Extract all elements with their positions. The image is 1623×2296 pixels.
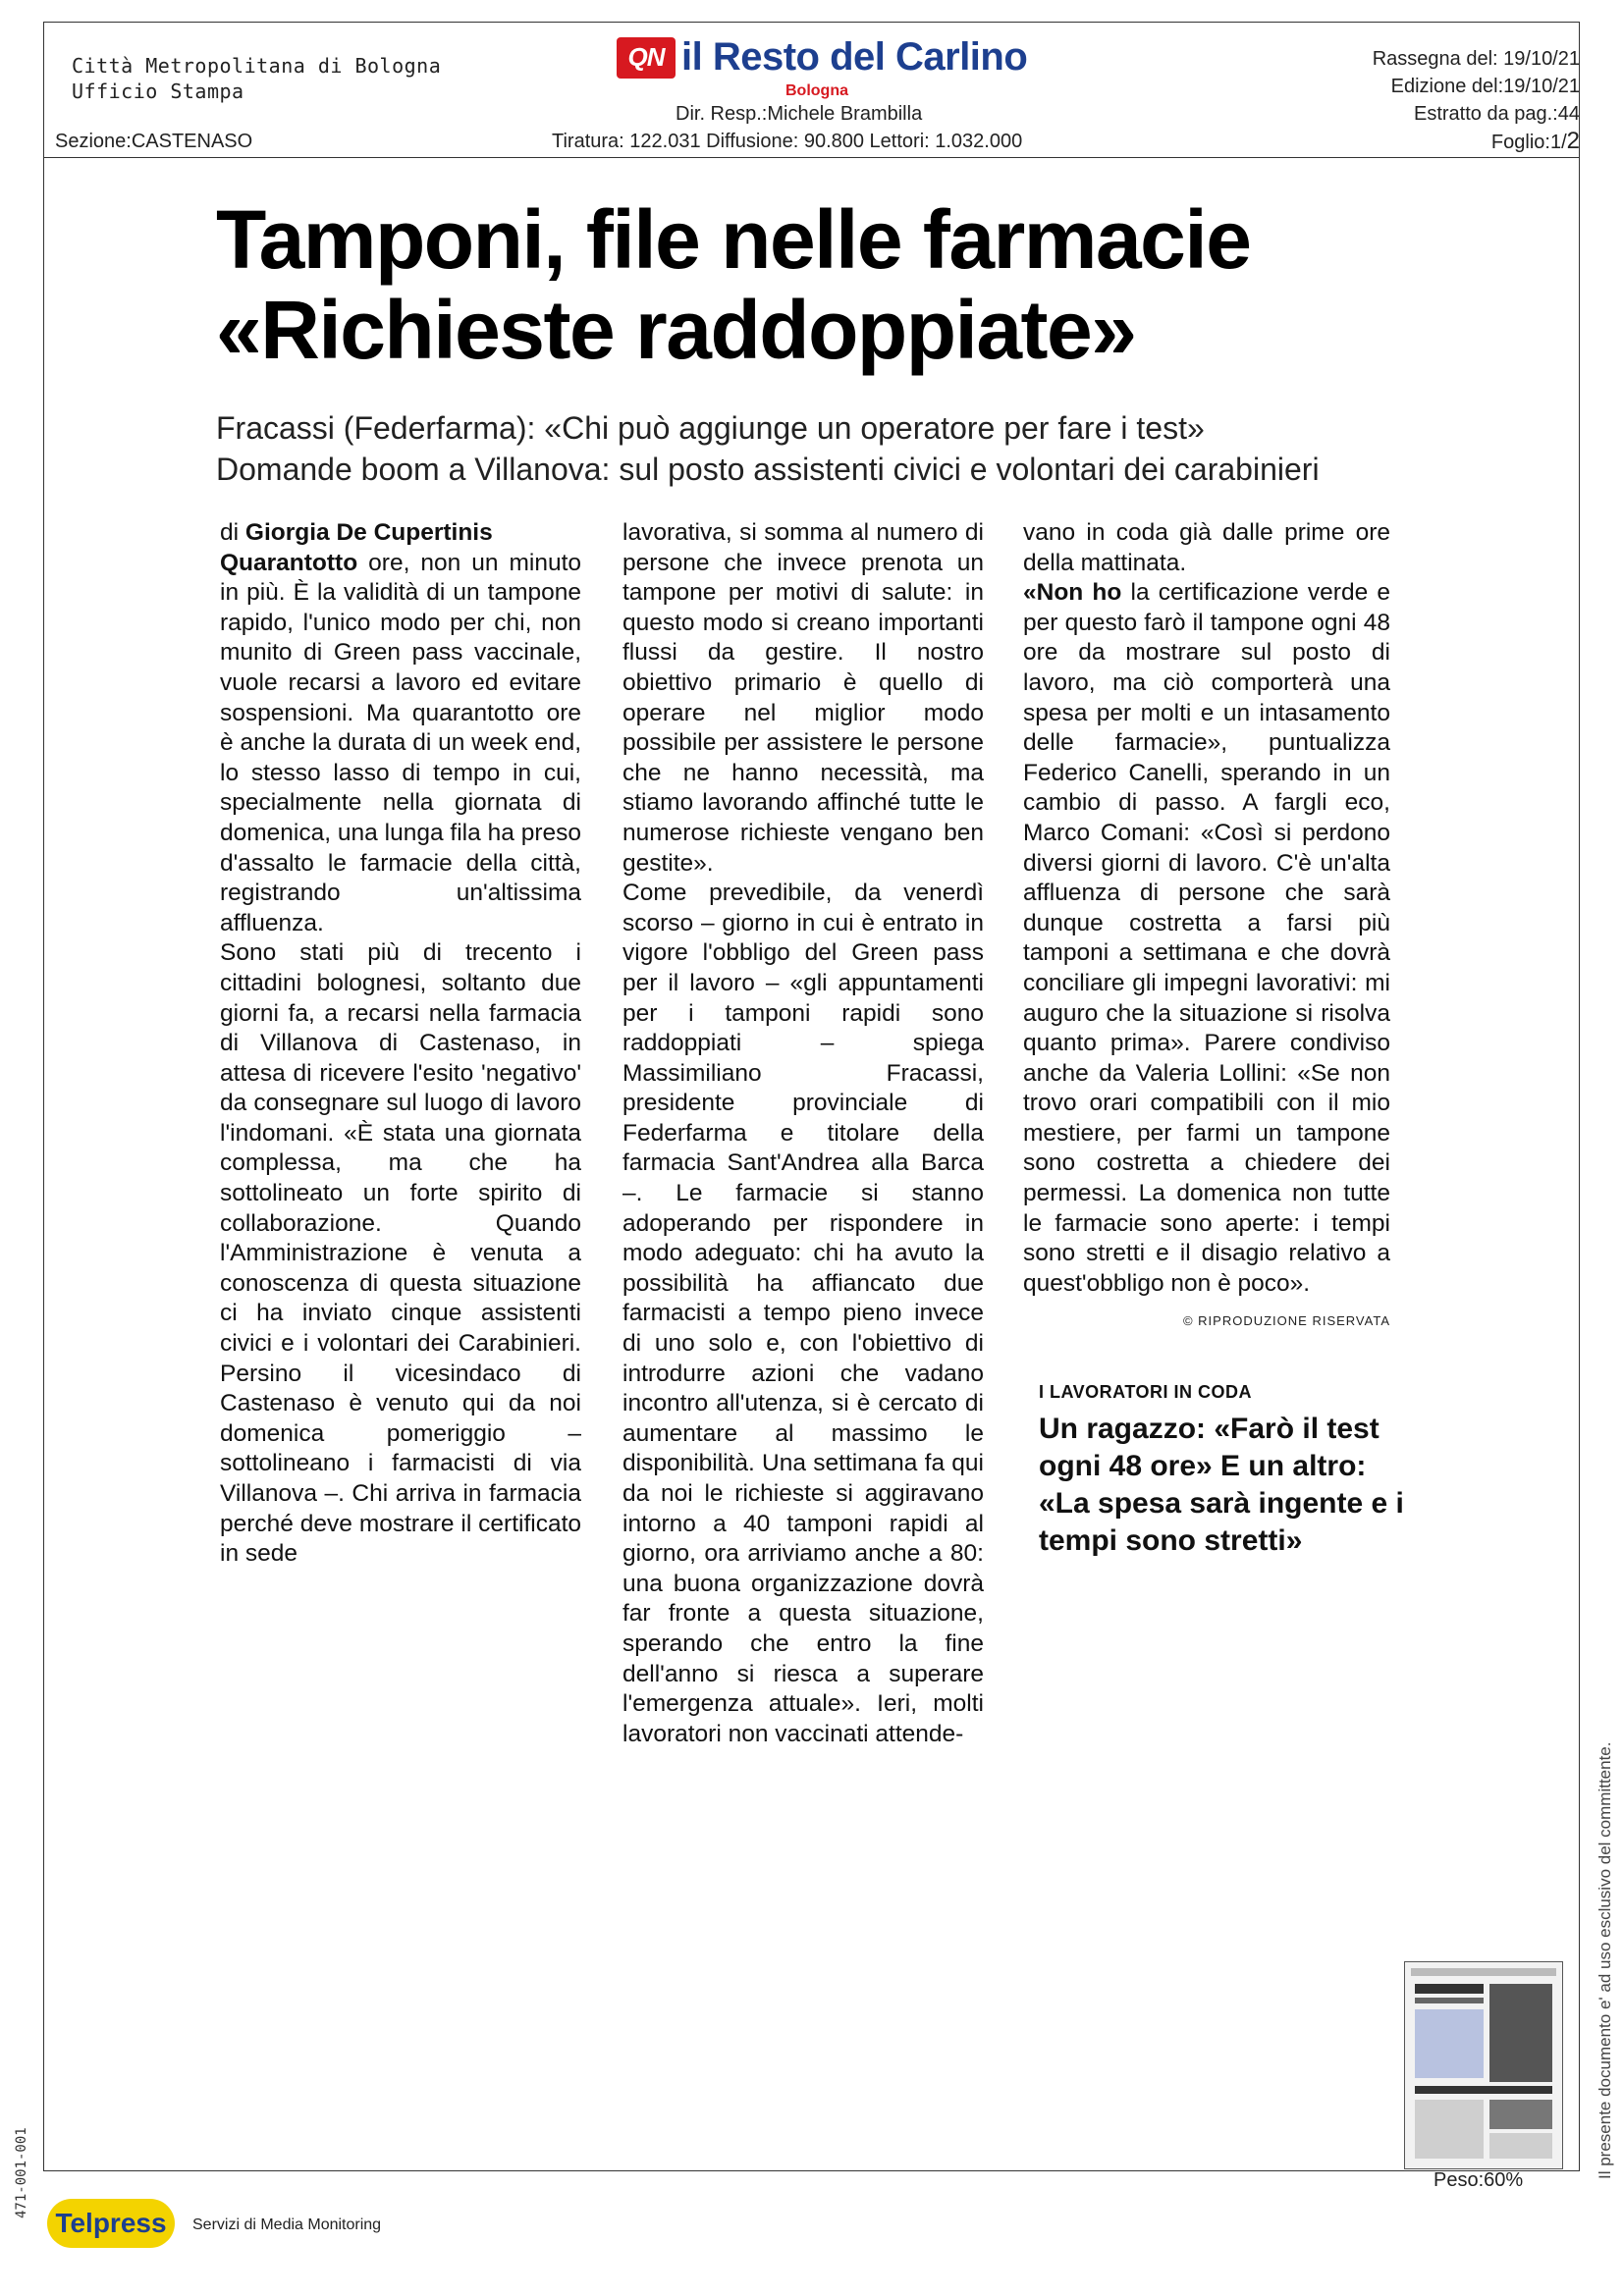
sheet-total: 2 [1566,128,1580,154]
subtitle-line-2: Domande boom a Villanova: sul posto assistenti civici e volontari dei carabinieri [216,452,1320,487]
article-title [216,194,1434,375]
thumbnail-image [1405,1962,1562,2168]
newspaper-logo [617,35,1027,80]
article-subtitle [216,407,1434,490]
circulation-line: Tiratura: 122.031 Diffusione: 90.800 Lettori: 1.032.000 [552,131,1023,152]
paragraph: lavorativa, si somma al numero di persone che invece prenota un tampone per motivi di salute: in questo modo si creano importanti flussi da gestire. Il nostro obiettivo primario è quello di operare nel miglior modo possibile per assistere le persone che ne hanno necessità, ma stiamo lavorando affinché tutte le numerose richieste vengano ben gestite». [622,519,984,877]
article-column-3 [1023,518,1390,1337]
newspaper-edition: Bologna [785,82,848,99]
ente-name: Città Metropolitana di Bologna [72,54,442,78]
director-line: Dir. Resp.:Michele Brambilla [676,103,923,125]
page-extract: Estratto da pag.:44 [1413,103,1580,125]
telpress-logo [47,2199,175,2248]
title-line-1: Tamponi, file nelle farmacie [216,193,1251,286]
usage-note [1596,1688,1615,2179]
rassegna-date: Rassegna del: 19/10/21 [1372,48,1580,70]
article-column-1 [220,518,581,1570]
subtitle-line-1: Fracassi (Federfarma): «Chi può aggiunge un operatore per fare i test» [216,410,1205,446]
paragraph [220,549,581,939]
sheet-label: Foglio:1/ [1490,132,1567,153]
paragraph: Sono stati più di trecento i cittadini bolognesi, soltanto due giorni fa, a recarsi nella farmacia di Villanova di Castenaso, in attesa di ricevere l'esito 'negativo' da consegnare sul luogo di lavoro l'indomani. «È stata una giornata complessa, ma che ha sottolineato un forte spirito di collaborazione. Quando l'Amministrazione è venuta a conoscenza di questa situazione ci ha inviato cinque assistenti civici e i volontari dei Carabinieri. Persino il vicesindaco di Castenaso è venuto qui da noi domenica pomeriggio – sottolineano i farmacisti di via Villanova –. Chi arriva in farmacia perché deve mostrare il certificato in sede [220,939,581,1568]
copyright-notice: © RIPRODUZIONE RISERVATA [1182,1313,1390,1329]
newspaper-name: il Resto del Carlino [681,35,1028,79]
box-label: I LAVORATORI IN CODA [1039,1382,1252,1402]
sheet-count [1373,128,1580,156]
paragraph: Come prevedibile, da venerdì scorso – giorno in cui è entrato in vigore l'obbligo del Green pass per il lavoro – «gli appuntamenti per i tamponi rapidi sono raddoppiati – spiega Massimiliano Fracassi, presidente provinciale di Federfarma e titolare della farmacia Sant'Andrea alla Barca –. Le farmacie si stanno adoperando per rispondere in modo adeguato: chi ha avuto la possibilità ha affiancato due farmacisti a tempo pieno invece di uno solo e, con l'obiettivo di introdurre azioni che vadano incontro all'utenza, si è cercato di aumentare al massimo le disponibilità. Una settimana fa qui da noi le richieste si aggiravano intorno a 40 tamponi rapidi al giorno, ora arriviamo anche a 80: una buona organizzazione dovrà far fronte a questa situazione, sperando che entro la fine dell'anno si riesca a superare l'emergenza attuale». Ieri, molti lavoratori non vaccinati attende- [622,880,984,1747]
paragraph: vano in coda già dalle prime ore della mattinata. [1023,519,1390,576]
header-separator [43,157,1580,158]
telpress-logo-text: Telpress [55,2208,167,2238]
quote-box [1039,1382,1412,1560]
byline-prefix: di [220,519,240,546]
weight-label: Peso:60% [1434,2169,1524,2191]
title-line-2: «Richieste raddoppiate» [216,284,1136,376]
lead-word: Quarantotto [220,549,358,576]
article-column-2 [622,518,984,1749]
edizione-date: Edizione del:19/10/21 [1390,76,1580,97]
usage-note-text: Il presente documento e' ad uso esclusivo del committente. [1596,1741,1614,2179]
ente-office: Ufficio Stampa [72,80,244,103]
qn-logo-icon: QN [617,37,676,79]
telpress-slogan: Servizi di Media Monitoring [192,2216,382,2233]
paragraph-text: la certificazione verde e per questo farò il tampone ogni 48 ore da mostrare sul posto di lavoro, ma ciò comporterà una spesa per molti e un intasamento delle farmacie», puntualizza Federico Canelli, sperando in un cambio di passo. A fargli eco, Marco Comani: «Così si perdono diversi giorni di lavoro. C'è un'alta affluenza di persone che sarà dunque costretta a farsi più tamponi a settimana e che dovrà conciliare gli impegni lavorativi: mi auguro che la situazione si risolva quanto prima». Parere condiviso anche da Valeria Lollini: «Se non trovo orari compatibili con il mio mestiere, per farmi un tampone sono costretta a chiedere dei permessi. La domenica non tutte le farmacie sono aperte: i tempi sono stretti e il disagio relativo a quest'obbligo non è poco». [1023,579,1390,1297]
document-code-text: 471-001-001 [14,2127,29,2218]
telpress-logo-icon [47,2199,175,2248]
paragraph-text: ore, non un minuto in più. È la validità di un tampone rapido, l'unico modo per chi, non munito di Green pass vaccinale, vuole recarsi a lavoro ed evitare sospensioni. Ma quarantotto ore è anche la durata di un week end, lo stesso lasso di tempo in cui, specialmente nella giornata di domenica, una lunga fila ha preso d'assalto le farmacie della città, registrando un'altissima affluenza. [220,549,581,936]
ente-block [72,53,441,104]
byline [220,518,581,549]
sezione-label: Sezione:CASTENASO [55,131,253,152]
lead-word: «Non ho [1023,579,1122,607]
issue-meta [1373,45,1580,156]
paragraph [1023,578,1390,1299]
page-thumbnail [1404,1961,1563,2169]
author-name: Giorgia De Cupertinis [244,519,493,546]
box-text: Un ragazzo: «Farò il test ogni 48 ore» E un altro: «La spesa sarà ingente e i tempi sono stretti» [1039,1413,1404,1557]
document-code [14,2110,33,2218]
